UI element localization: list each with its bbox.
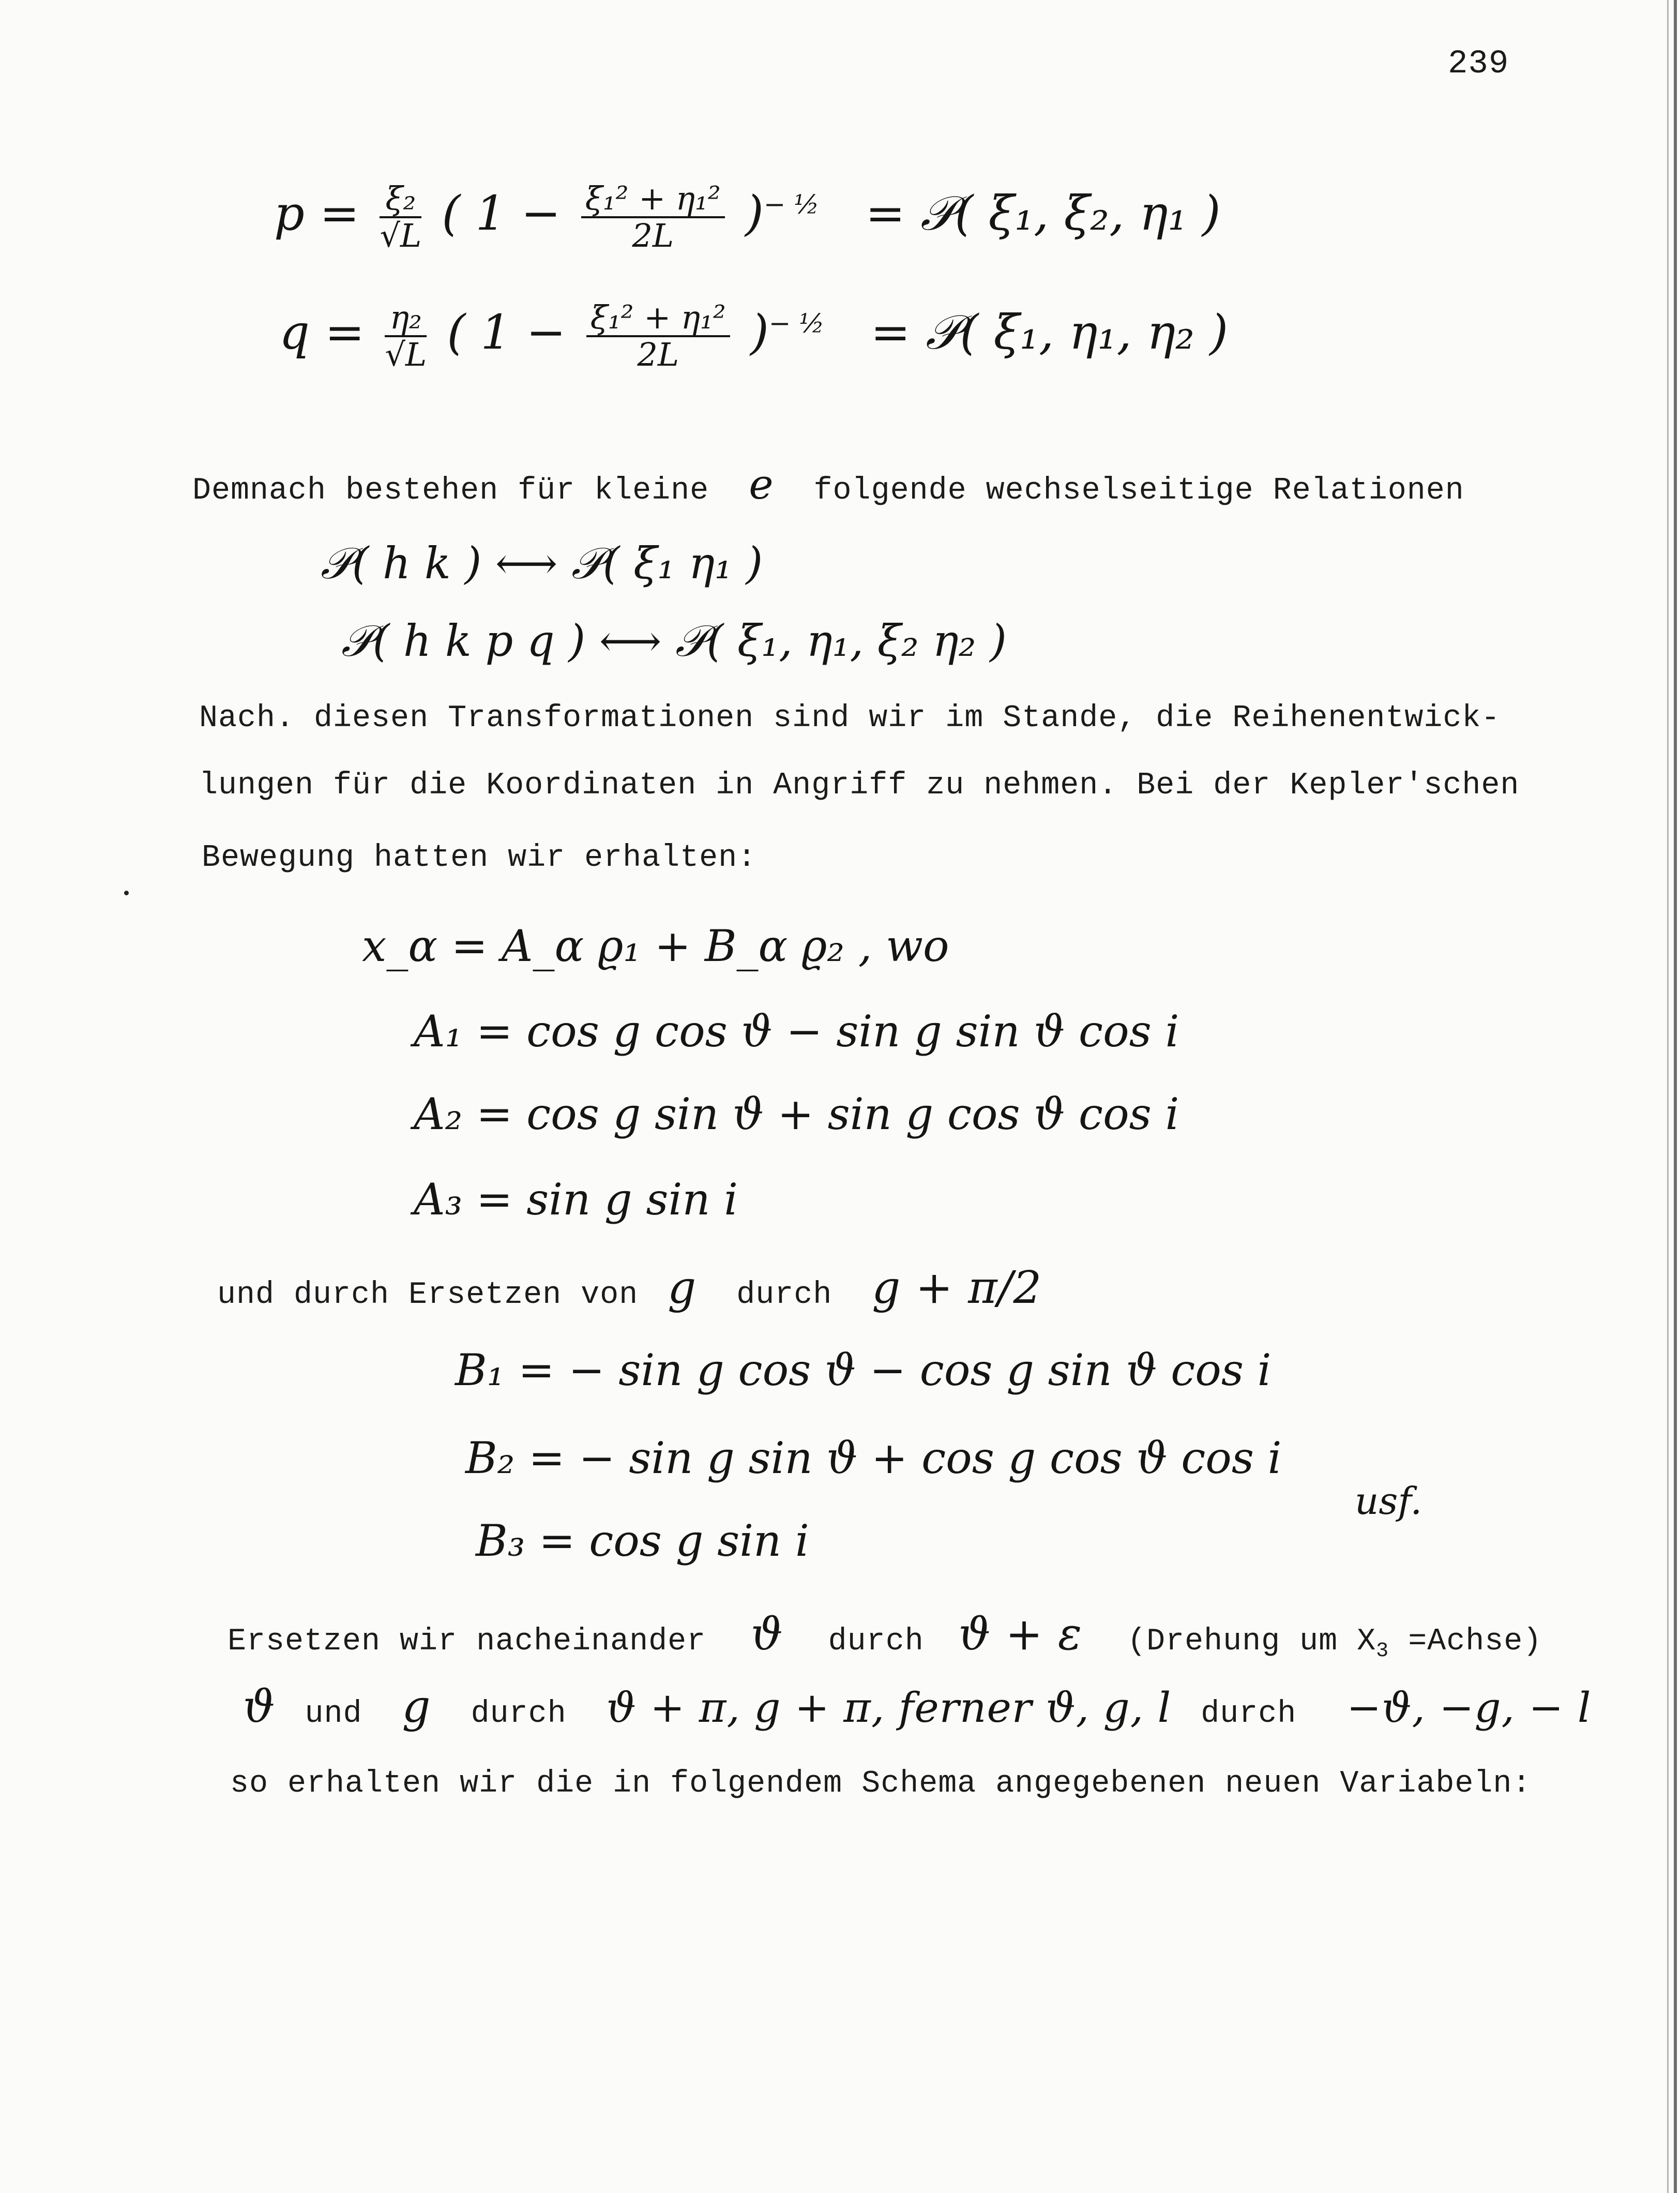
symbol-e: e bbox=[749, 460, 774, 508]
text-line-und-durch bbox=[217, 1262, 1042, 1314]
formula-q-right: = 𝒫( ξ₁, η₁, η₂ ) bbox=[870, 305, 1229, 361]
symbol-theta: ϑ bbox=[751, 1609, 783, 1660]
text-und-a: und durch Ersetzen von bbox=[217, 1278, 639, 1313]
formula-p-den: √L bbox=[380, 217, 422, 255]
page-number: 239 bbox=[1448, 46, 1509, 83]
formula-p-inner-fraction bbox=[581, 181, 725, 253]
formula-q-inner-num: ξ₁² + η₁² bbox=[586, 300, 730, 337]
text-ersetzen-a: Ersetzen wir nacheinander bbox=[228, 1624, 706, 1659]
formula-q-paren: ( 1 − bbox=[447, 305, 566, 361]
text-para-line-2: lungen für die Koordinaten in Angriff zu nehmen. Bei der Kepler'schen bbox=[199, 768, 1520, 803]
symbol-theta-2: ϑ bbox=[243, 1681, 276, 1733]
text-line-und-2 bbox=[243, 1681, 1591, 1733]
formula-B3: B₃ = cos g sin i bbox=[476, 1515, 809, 1566]
margin-note: usf. bbox=[1355, 1479, 1422, 1523]
formula-p-inner-num: ξ₁² + η₁² bbox=[581, 181, 725, 218]
text-para-line-3: Bewegung hatten wir erhalten: bbox=[202, 840, 757, 876]
formula-p-inner-den: 2L bbox=[632, 217, 674, 255]
text-und2-a: und bbox=[305, 1696, 362, 1732]
text-line-ersetzen bbox=[228, 1609, 1542, 1663]
formula-x-alpha: x_α = A_α ϱ₁ + B_α ϱ₂ , wo bbox=[362, 921, 949, 971]
symbol-g: g bbox=[668, 1262, 697, 1314]
text-und-b: durch bbox=[736, 1278, 833, 1313]
formula-A1: A₁ = cos g cos ϑ − sin g sin ϑ cos i bbox=[414, 1006, 1179, 1057]
text-demnach-before: Demnach bestehen für kleine bbox=[192, 473, 709, 508]
formula-q-inner-fraction bbox=[586, 300, 730, 372]
text-ersetzen-d: =Achse) bbox=[1408, 1624, 1542, 1659]
text-und2-c: durch bbox=[1201, 1696, 1297, 1732]
scan-edge bbox=[1674, 0, 1677, 2193]
formula-B1: B₁ = − sin g cos ϑ − cos g sin ϑ cos i bbox=[455, 1345, 1272, 1395]
text-demnach-after: folgende wechselseitige Relationen bbox=[813, 473, 1464, 508]
formula-q-left: q = bbox=[279, 305, 365, 361]
formula-q-num: η₂ bbox=[385, 300, 427, 337]
formula-A2: A₂ = cos g sin ϑ + sin g cos ϑ cos i bbox=[414, 1089, 1179, 1139]
text-ersetzen-c: (Drehung um X bbox=[1127, 1624, 1376, 1659]
expr-theta-plus-eps: ϑ + ε bbox=[958, 1609, 1083, 1660]
text-und2-b: durch bbox=[471, 1696, 567, 1732]
formula-p-left: p = bbox=[274, 186, 360, 242]
text-para-line-1: Nach. diesen Transformationen sind wir im Stande, die Reihenentwick- bbox=[199, 701, 1501, 736]
formula-p-exponent: − ½ bbox=[763, 189, 820, 220]
formula-p-right: = 𝒫( ξ₁, ξ₂, η₁ ) bbox=[865, 186, 1221, 242]
scan-edge-shadow bbox=[1667, 0, 1669, 2193]
stray-dot bbox=[124, 891, 129, 895]
text-last-line: so erhalten wir die in folgendem Schema angegebenen neuen Variabeln: bbox=[230, 1766, 1532, 1801]
formula-q-exponent: − ½ bbox=[768, 308, 825, 339]
relation-2: 𝒫( h k p q ) ⟷ 𝒫( ξ₁, η₁, ξ₂ η₂ ) bbox=[341, 615, 1007, 666]
formula-q-fraction bbox=[385, 300, 427, 372]
expr-negations: −ϑ, −g, − l bbox=[1346, 1684, 1592, 1732]
formula-p-paren: ( 1 − bbox=[442, 186, 561, 242]
formula-p-num: ξ₂ bbox=[380, 181, 421, 218]
expr-g-plus-pi-half: g + π/2 bbox=[872, 1262, 1042, 1314]
formula-q-den: √L bbox=[385, 336, 427, 374]
text-ersetzen-sub: 3 bbox=[1376, 1640, 1389, 1663]
formula-p-fraction bbox=[380, 181, 421, 253]
formula-A3: A₃ = sin g sin i bbox=[414, 1174, 738, 1225]
formula-B2: B₂ = − sin g sin ϑ + cos g cos ϑ cos i bbox=[465, 1433, 1282, 1483]
text-ersetzen-b: durch bbox=[828, 1624, 924, 1659]
expr-substitutions: ϑ + π, g + π, ferner ϑ, g, l bbox=[606, 1684, 1172, 1732]
formula-q-inner-den: 2L bbox=[637, 336, 679, 374]
symbol-g-2: g bbox=[402, 1681, 431, 1733]
text-line-demnach bbox=[192, 460, 1464, 508]
formula-q: q = $\frac{\text{η₂}}{√L}$ ( 1 − $\frac{\text{ξ₁² + η₁²}}{2L}$ )$^{- \frac{1}{2}}$ = 𝒫( ξ₁, η₁, η₂ ) bbox=[279, 298, 1229, 374]
relation-1: 𝒫( h k ) ⟷ 𝒫( ξ₁ η₁ ) bbox=[321, 538, 763, 589]
formula-p: p = $\frac{\text{ξ₂}}{√L}$ ( 1 − $\frac{\text{ξ₁² + η₁²}}{2L}$ )$^{- \frac{1}{2}}$ = 𝒫( ξ₁, ξ₂, η₁ ) bbox=[274, 179, 1221, 255]
